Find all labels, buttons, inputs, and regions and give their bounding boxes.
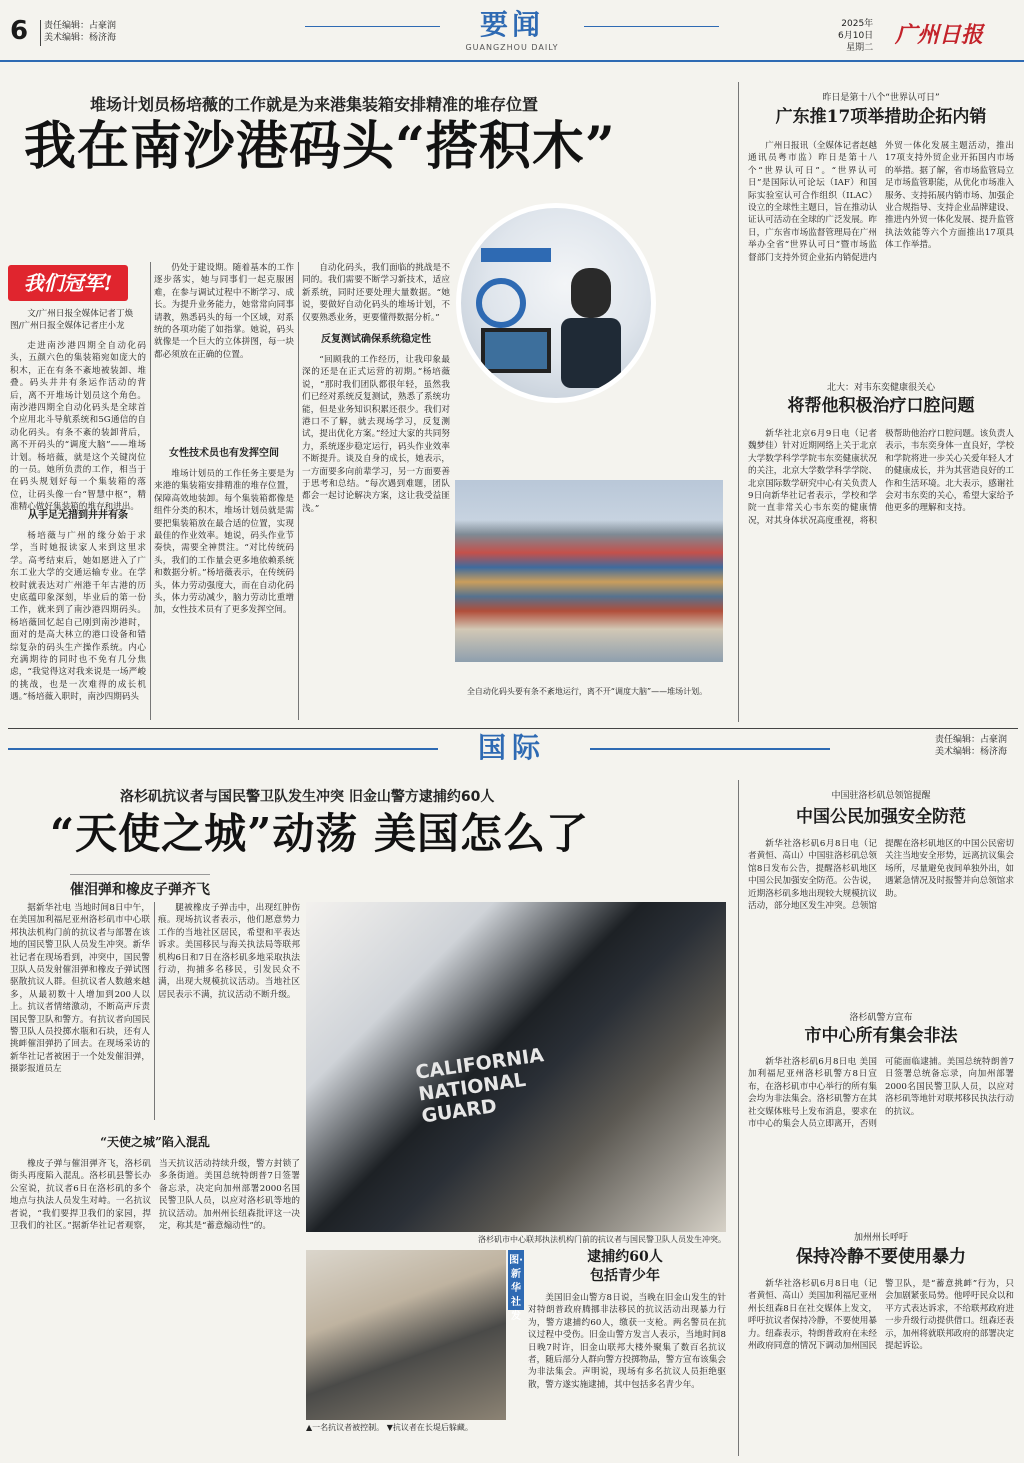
column-rule <box>738 780 739 1456</box>
column-rule <box>150 262 151 720</box>
story1-col3: 自动化码头，我们面临的挑战是不同的。我们需要不断学习新技术，适应新系统，同时还要处理大量数据。“她说，要做好自动化码头的堆场计划，不仅要熟悉业务，更要懂得数据分析。” <box>302 263 450 323</box>
photo-shield-text: CALIFORNIA NATIONAL GUARD <box>414 1044 546 1128</box>
header-bottom-rule <box>0 60 1024 62</box>
arrest-body: 美国旧金山警方8日说，当晚在旧金山发生的针对特朗普政府腾挪非法移民的抗议活动出现暴力行为，警方逮捕约60人，缴获一支枪。两名警员在抗议过程中受伤。旧金山警方发言人表示，当地时间8日晚7时许，旧金山联邦大楼外聚集了数百名抗议者，随后部分人群向警方投掷物品，警方宣布该集会为非法集会。声明说，现场有多名抗议人员拒绝驱散，警方遂实施逮捕，其中包括多名青少年。 <box>528 1293 726 1390</box>
right2-body: 新华社洛杉矶6月8日电（记者黄恒、高山）中国驻洛杉矶总领馆8日发布公告，提醒洛杉矶地区中国公民加强安全防范。公告说，近期洛杉矶多地出现较大规模抗议活动，部分地区发生冲突。总领馆提醒在洛杉矶地区的中国公民密切关注当地安全形势，远离抗议集会场所，尽量避免夜间单独外出，如遇紧急情况及时报警并向总领馆求助。 <box>748 839 1014 912</box>
section2-editor-line: 责任编辑：占豪润 <box>935 735 1008 745</box>
right1-headline: 广东推17项举措助企拓内销 <box>775 107 987 127</box>
page-number: 6 <box>10 16 29 46</box>
story2-tagline: 催泪弹和橡皮子弹齐飞 <box>70 874 210 899</box>
right1-headline2: 将帮他积极治疗口腔问题 <box>787 396 975 416</box>
story2-kicker: 洛杉矶抗议者与国民警卫队发生冲突 旧金山警方逮捕约60人 <box>120 789 495 805</box>
header-rule-right <box>584 26 719 27</box>
art-editor-line: 美术编辑：杨济海 <box>44 33 117 43</box>
editor-divider <box>40 20 41 46</box>
story2-col1: 据新华社电 当地时间8日中午，在美国加利福尼亚州洛杉矶市中心联邦执法机构门前的抗议者与部署在该地的国民警卫队人员发生冲突。新华社记者在现场看到，冲突中，国民警卫队人员发射催泪弹和橡皮子弹试图驱散抗议人群。但抗议者人数越来越多，从最初数十人增加到200人以上。抗议者情绪激动，不断高声斥责国民警卫队和警方。有抗议者向国民警卫队人员投掷水瓶和石块，还有人挑衅催泪弹扔了回去。在现场采访的新华社记者被困于一个处发催泪弹，摄影报道员左 <box>10 903 150 1075</box>
arrest-photo-caption: ▲一名抗议者被控制。 ▼抗议者在长堤后躲藏。 <box>306 1423 473 1432</box>
story2-col2: 腿被橡皮子弹击中，出现红肿伤痕。现场抗议者表示，他们愿意势力工作的当地社区居民，希望和平表达诉求。美国移民与海关执法局等联邦机构6日和7日在洛杉矶多地采取执法行动，拘捕多名移民，引发民众不满，出现大规模抗议活动。当地社区居民表示不满，抗议活动不断升级。 <box>158 903 300 1000</box>
newspaper-logo: 广州日报 <box>895 22 984 48</box>
right2-body3: 新华社洛杉矶6月8日电（记者黄恒、高山）美国加利福尼亚州州长纽森8日在社交媒体上发文，呼吁抗议者保持冷静，不要使用暴力。纽森表示，特朗普政府在未经州政府同意的情况下调动加州国民警卫队，是“蓄意挑衅”行为，只会加剧紧张局势。他呼吁民众以和平方式表达诉求，不给联邦政府进一步升级行动提供借口。纽森还表示，加州将就联邦政府的部署决定提起诉讼。 <box>748 1279 1014 1352</box>
right2-headline3: 保持冷静不要使用暴力 <box>796 1247 966 1267</box>
right1-body2: 新华社北京6月9日电（记者魏梦佳）针对近期网络上关于北京大学数学科学学院韦东奕健康状况的关注，北京大学数学科学学院、北京国际数学研究中心有关负责人9日向新华社记者表示，学校和学院一直非常关心韦东奕的健康情况，对其身体状况高度重视，将积极帮助他治疗口腔问题。该负责人表示，韦东奕身体一直良好，学校和学院将进一步关心关爱年轻人才的健康成长，并为其营造良好的工作和生活环境。北大表示，感谢社会对韦东奕的关心，希望大家给予他更多的理解和支持。 <box>748 429 1014 526</box>
champion-stamp: 我们冠军! <box>8 265 128 301</box>
column-rule <box>738 82 739 722</box>
section2-editors <box>935 734 1007 758</box>
story1-col1b: 杨培薇与广州的缘分始于求学，当时她报读家人来到这里求学。高考结束后，她如愿进入了广东工业大学的交通运输专业。在学校时就表达对广州港千年古港的历史底蕴印象深刻，毕业后的第一份工作，就来到了南沙港四期码头。杨培薇回忆起自己刚到南沙港时，面对的是高大林立的港口设备和错综复杂的码头生产操作系统。内心充满期待的同时也不免有几分焦虑，“我觉得这对我来说是一场严峻的挑战，也是一次难得的成长机遇。”杨培薇入职时，南沙四期码头 <box>10 531 146 703</box>
right2-headline: 中国公民加强安全防范 <box>796 807 966 827</box>
story1-col3b: “回顾我的工作经历，让我印象最深的还是在正式运营的初期。”杨培薇说，“那时我们团队都很年轻，虽然我们已经对系统反复测试，熟悉了系统功能，但是业务知识积累还很少。我们对港口不了解，就去现场学习，反复测试，提出优化方案。”经过大家的共同努力，系统逐步稳定运行，码头作业效率不断提升。谈及自身的成长，她表示，一方面要多向前辈学习，另一方面要善于思考和总结。“每次遇到难题，团队都会一起讨论解决方案，这让我受益匪浅。” <box>302 355 450 514</box>
right2-headline2: 市中心所有集会非法 <box>804 1026 958 1046</box>
section2-rule-left <box>8 748 438 750</box>
arrest-headline: 逮捕约60人 包括青少年 <box>587 1249 663 1284</box>
photo-credit-tag: 图·新华社发 <box>508 1250 524 1310</box>
editor-line: 责任编辑：占豪润 <box>44 21 117 31</box>
portrait-photo <box>456 203 656 403</box>
story2-headline: “天使之城”动荡 美国怎么了 <box>50 809 589 858</box>
date-day: 6月10日 <box>838 31 874 41</box>
story2-subhead: “天使之城”陷入混乱 <box>100 1135 210 1149</box>
right1-kicker2: 北大：对韦东奕健康很关心 <box>826 383 935 393</box>
date-weekday: 星期二 <box>846 43 874 53</box>
section-subtitle: GUANGZHOU DAILY <box>465 43 559 52</box>
right1-kicker: 昨日是第十八个“世界认可日” <box>822 93 940 103</box>
date-year: 2025年 <box>841 19 874 29</box>
portrait-illustration <box>461 208 651 398</box>
section2-title: 国际 <box>477 731 546 764</box>
story1-subhead-3: 反复测试确保系统稳定性 <box>321 334 431 345</box>
story1-kicker: 堆场计划员杨培薇的工作就是为来港集装箱安排精准的堆存位置 <box>90 95 539 114</box>
story2-photo-caption: 洛杉矶市中心联邦执法机构门前的抗议者与国民警卫队人员发生冲突。 <box>478 1235 726 1244</box>
right2-body2: 新华社洛杉矶6月8日电 美国加利福尼亚州洛杉矶警方8日宣布，在洛杉矶市中心举行的所有集会均为非法集会。洛杉矶警方在其社交媒体账号上发布消息，要求在市中心的集会人员立即离开，否则可能面临逮捕。美国总统特朗普7日签署总统备忘录，向加州部署2000名国民警卫队人员，以应对洛杉矶等地针对联邦移民执法行动的抗议。 <box>748 1057 1014 1130</box>
issue-date <box>838 18 873 54</box>
story1-col2b: 堆场计划员的工作任务主要是为来港的集装箱安排精准的堆存位置，保障高效地装卸。每个集装箱都像是组件分类的积木，堆场计划员就是需要把集装箱放在最合适的位置，实现最佳的作业效率。她说，码头作业节奏快，需要全神贯注。“对比传统码头，我们的工作量会更多地依赖系统和数据分析。”杨培薇表示，在传统码头，体力劳动强度大，而在自动化码头，体力劳动减少，脑力劳动比重增加，女性技术员有了更多发挥空间。 <box>154 469 294 616</box>
story2-col1b: 橡皮子弹与催泪弹齐飞，洛杉矶街头再度陷入混乱。洛杉矶县警长办公室说，抗议者6日在洛杉矶的多个地点与执法人员发生对峙。一名抗议者说，“我们要捍卫我们的家园，捍卫我们的社区。”据新华社记者观察，当天抗议活动持续升级，警方封锁了多条街道。美国总统特朗普7日签署备忘录，决定向加州部署2000名国民警卫队人员，以应对洛杉矶等地的抗议活动。加州州长纽森批评这一决定，称其是“蓄意煽动性”的。 <box>10 1159 300 1232</box>
story1-byline: 文/广州日报全媒体记者丁焕 图/广州日报全媒体记者庄小龙 <box>10 309 134 332</box>
right2-kicker3: 加州州长呼吁 <box>853 1233 908 1243</box>
section-title: 要闻 <box>479 8 544 41</box>
section2-art-editor-line: 美术编辑：杨济海 <box>935 747 1008 757</box>
story1-col2: 仍处于建设期。随着基本的工作逐步落实，她与同事们一起克服困难，在参与调试过程中不断学习、成长。为提升业务能力，她常常向同事请教，熟悉码头的每一个区域，对系统的各项功能了如指掌。她说，码头就像是一个巨大的立体拼图，每一块都必须放在正确的位置。 <box>154 263 294 360</box>
story1-subhead-2: 女性技术员也有发挥空间 <box>169 448 279 459</box>
port-container-photo <box>455 480 723 662</box>
story1-col1: 走进南沙港四期全自动化码头，五颜六色的集装箱宛如庞大的积木，正在有条不紊地被装卸、堆叠。码头井井有条运作活动的背后，离不开堆场计划员这个角色。南沙港四期全自动化码头是全球首个应用北斗导航系统和5G通信的自动化码头。有条不紊的装卸背后，离不开码头的“调度大脑”——堆场计划。杨培薇，就是这个关键岗位的一员。她所负责的工作，相当于在码头规划好每一个集装箱的落位，让码头像一台“智慧中枢”，精准精心做好集装箱的堆存和进出。 <box>10 341 146 513</box>
header-rule-left <box>305 26 440 27</box>
column-rule <box>154 902 155 1120</box>
story1-headline: 我在南沙港码头“搭积木” <box>24 116 616 177</box>
column-rule <box>298 262 299 720</box>
section2-rule-right <box>590 748 830 750</box>
section-divider <box>8 728 1018 729</box>
right2-kicker: 中国驻洛杉矶总领馆提醒 <box>831 791 931 801</box>
editor-credits <box>44 20 116 44</box>
la-protest-photo <box>306 902 726 1232</box>
arrest-photo <box>306 1250 506 1420</box>
right1-body: 广州日报讯（全媒体记者赵越 通讯员粤市监）昨日是第十八个“世界认可日”。“世界认可日”是国际认可论坛（IAF）和国际实验室认可合作组织（ILAC）设立的全球性主题日，旨在推动认证认可活动在全球的广泛发展。昨日，广东省市场监督管理局在广州举办全省“世界认可日”暨市场监督部门支持外贸企业拓内销促进内外贸一体化发展主题活动，推出17项支持外贸企业开拓国内市场的举措。据了解，省市场监管局立足市场监管职能，从优化市场准入服务、支持拓展内销市场、加强企业合规指导、支持企业品牌建设、推进内外贸一体化发展、提升监管执法效能等六个方面推出17项具体工作举措。 <box>748 141 1014 263</box>
story1-photo-caption: 全自动化码头要有条不紊地运行，离不开“调度大脑”——堆场计划。 <box>466 687 708 696</box>
right2-kicker2: 洛杉矶警方宣布 <box>849 1013 913 1023</box>
story1-subhead-1: 从手足无措到井井有条 <box>28 510 128 521</box>
